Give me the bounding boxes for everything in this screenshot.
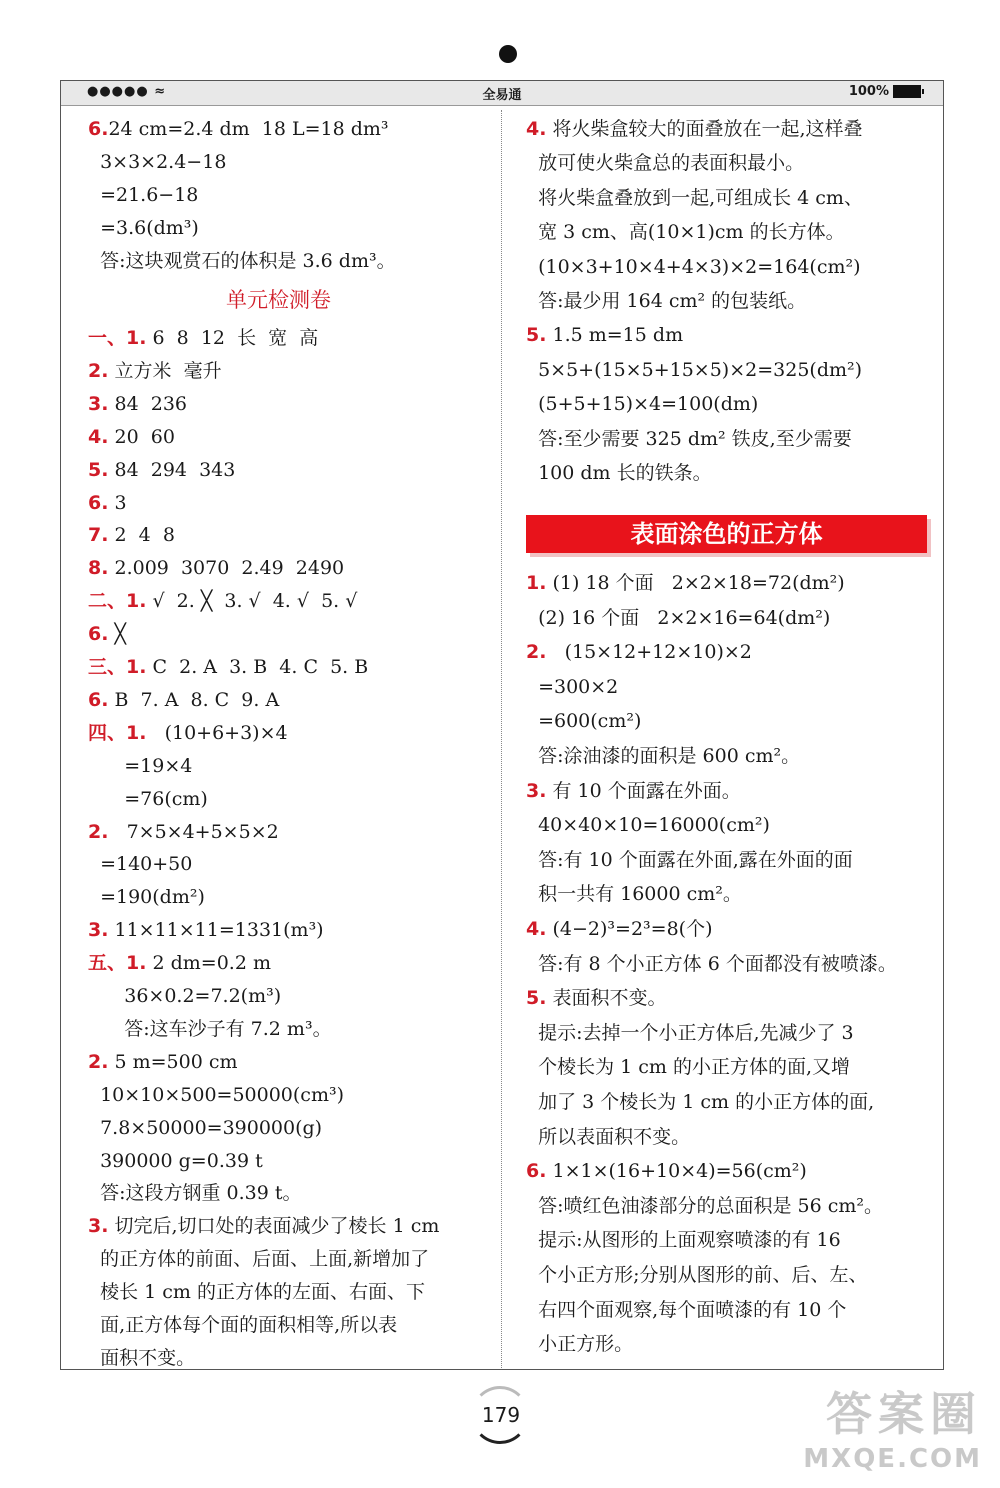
answer-line: [88, 1079, 344, 1111]
answer-line: [88, 1145, 263, 1177]
answer-line: [526, 809, 770, 841]
answer-text: 表面积不变。: [546, 987, 667, 1010]
question-number: 三、1.: [88, 656, 147, 678]
device-camera: [499, 45, 517, 63]
answer-line: [88, 552, 344, 584]
column-divider: [501, 110, 502, 1368]
answer-text: 7.8×50000=390000(g): [88, 1116, 323, 1139]
signal-wifi-icon: ●●●●● ≈: [87, 84, 167, 99]
answer-text: 答:至少需要 325 dm² 铁皮,至少需要: [526, 427, 852, 450]
answer-line: [88, 1013, 332, 1045]
question-number: 3.: [88, 392, 109, 415]
answer-line: [526, 251, 861, 283]
answer-text: 的正方体的前面、后面、上面,新增加了: [88, 1248, 430, 1271]
answer-line: [526, 913, 713, 945]
question-number: 五、1.: [88, 952, 147, 975]
answer-line: [526, 740, 800, 772]
question-number: 3.: [526, 779, 547, 802]
battery-status: [849, 84, 921, 99]
answer-text: 答:这段方钢重 0.39 t。: [88, 1182, 302, 1205]
answer-text: 放可使火柴盒总的表面积最小。: [526, 152, 805, 175]
question-number: 5.: [526, 324, 547, 347]
answer-text: 切完后,切口处的表面减少了棱长 1 cm: [108, 1215, 440, 1238]
answer-text: 加了 3 个棱长为 1 cm 的小正方体的面,: [526, 1091, 875, 1113]
page-number: 179: [481, 1403, 521, 1427]
question-number: 6.: [526, 1160, 547, 1183]
answer-text: =300×2: [526, 675, 619, 698]
answer-line: [88, 1046, 238, 1078]
answer-text: 5×5+(15×5+15×5)×2=325(dm²): [526, 358, 863, 381]
answer-line: [526, 147, 804, 179]
answer-line: [88, 1276, 425, 1308]
answer-text: 84 294 343: [108, 458, 236, 481]
answer-text: 3: [108, 491, 127, 514]
answer-text: (4−2)³=2³=8(个): [546, 918, 713, 940]
answer-text: 10×10×500=50000(cm³): [88, 1083, 344, 1106]
answer-line: [526, 602, 830, 634]
answer-text: 40×40×10=16000(cm²): [526, 814, 770, 837]
question-number: 一、1.: [88, 327, 147, 349]
answer-line: [526, 1294, 846, 1326]
answer-line: [526, 775, 741, 807]
answer-line: [526, 1051, 850, 1083]
answer-text: 3×3×2.4−18: [88, 151, 227, 173]
answer-text: 提示:去掉一个小正方体后,先减少了 3: [526, 1021, 854, 1044]
answer-text: 答:有 10 个面露在外面,露在外面的面: [526, 848, 853, 871]
answer-text: (15×12+12×10)×2: [546, 641, 752, 664]
battery-percent: 100%: [848, 84, 889, 99]
answer-text: 5 m=500 cm: [108, 1050, 238, 1073]
answer-text: (10×3+10×4+4×3)×2=164(cm²): [526, 255, 861, 278]
answer-line: [526, 1328, 633, 1360]
answer-line: [88, 816, 279, 848]
answer-line: [88, 421, 175, 453]
question-number: 4.: [526, 118, 547, 140]
answer-text: 100 dm 长的铁条。: [526, 462, 712, 484]
unit-test-title: 单元检测卷: [226, 288, 331, 312]
watermark-logo: 答案圈: [826, 1387, 982, 1441]
answer-text: 积一共有 16000 cm²。: [526, 883, 742, 906]
answer-line: [88, 1210, 439, 1242]
answer-text: 宽 3 cm、高(10×1)cm 的长方体。: [526, 221, 845, 244]
question-number: 2.: [526, 641, 547, 664]
answer-line: [88, 848, 192, 880]
watermark: [803, 1378, 982, 1474]
answer-line: [88, 519, 175, 551]
answer-text: C 2. A 3. B 4. C 5. B: [146, 656, 369, 678]
answer-text: 答:有 8 个小正方体 6 个面都没有被喷漆。: [526, 952, 897, 975]
answer-text: 2 4 8: [108, 524, 175, 547]
answer-text: 6 8 12 长 宽 高: [146, 327, 319, 349]
answer-text: =76(cm): [88, 787, 208, 810]
answer-line: [88, 1342, 195, 1374]
watermark-url: MXQE.COM: [803, 1444, 982, 1474]
question-number: 二、1.: [88, 590, 147, 613]
answer-line: [526, 182, 863, 214]
question-number: 7.: [88, 524, 109, 547]
answer-line: [88, 651, 368, 683]
answer-text: (1) 18 个面 2×2×18=72(dm²): [546, 572, 845, 594]
question-number: 1.: [526, 572, 547, 594]
status-title: 全易通: [482, 88, 522, 103]
answer-text: 面,正方体每个面的面积相等,所以表: [88, 1314, 398, 1336]
answer-line: [88, 355, 222, 387]
answer-line: [526, 567, 845, 599]
question-number: 6.: [88, 491, 109, 514]
answer-text: 20 60: [108, 425, 175, 448]
answer-text: =140+50: [88, 853, 193, 876]
answer-line: [88, 212, 199, 244]
answer-line: [526, 388, 758, 420]
answer-line: [88, 1309, 397, 1341]
battery-icon: [893, 85, 921, 98]
answer-text: 答:涂油漆的面积是 600 cm²。: [526, 745, 801, 767]
answer-text: =3.6(dm³): [88, 217, 199, 239]
answer-text: 棱长 1 cm 的正方体的左面、右面、下: [88, 1281, 425, 1304]
answer-text: 立方米 毫升: [108, 359, 222, 382]
answer-text: 7×5×4+5×5×2: [108, 820, 279, 843]
answer-line: [526, 1259, 867, 1291]
answer-text: 1.5 m=15 dm: [546, 324, 684, 347]
answer-line: [88, 717, 288, 749]
question-number: 2.: [88, 820, 109, 843]
question-number: 2.: [88, 359, 109, 382]
answer-line: [88, 388, 187, 420]
answer-text: =19×4: [88, 754, 193, 777]
question-number: 6.: [88, 623, 109, 646]
answer-text: ╳: [108, 623, 126, 646]
answer-line: [88, 1243, 429, 1275]
answer-text: 将火柴盒较大的面叠放在一起,这样叠: [546, 118, 863, 140]
answer-line: [526, 948, 897, 980]
answer-text: 所以表面积不变。: [526, 1125, 691, 1148]
answer-line: [88, 487, 127, 519]
answer-line: [526, 1224, 841, 1256]
answer-text: 11×11×11=1331(m³): [108, 919, 324, 942]
answer-text: 小正方形。: [526, 1333, 634, 1356]
answer-line: [526, 1155, 807, 1187]
question-number: 8.: [88, 557, 109, 580]
answer-line: [526, 285, 806, 317]
answer-text: 答:最少用 164 cm² 的包装纸。: [526, 290, 807, 312]
answer-line: [526, 1017, 854, 1049]
question-number: 5.: [526, 987, 547, 1010]
answer-line: [526, 844, 853, 876]
answer-line: [526, 705, 641, 737]
answer-text: 1×1×(16+10×4)=56(cm²): [546, 1160, 807, 1183]
answer-line: [88, 881, 205, 913]
status-bar: [61, 81, 943, 106]
answer-text: (10+6+3)×4: [146, 721, 288, 744]
answer-line: [88, 1112, 322, 1144]
answer-text: 答:喷红色油漆部分的总面积是 56 cm²。: [526, 1194, 884, 1217]
answer-text: 2.009 3070 2.49 2490: [108, 557, 345, 580]
answer-line: [88, 322, 318, 354]
answer-line: [88, 783, 208, 815]
answer-line: [88, 1177, 302, 1209]
answer-text: 提示:从图形的上面观察喷漆的有 16: [526, 1229, 841, 1252]
question-number: 2.: [88, 1050, 109, 1073]
answer-line: [526, 319, 683, 351]
answer-line: [526, 878, 742, 910]
answer-text: 36×0.2=7.2(m³): [88, 985, 282, 1007]
question-number: 4.: [88, 425, 109, 448]
answer-text: 面积不变。: [88, 1346, 196, 1369]
question-number: 四、1.: [88, 721, 147, 744]
answer-line: [526, 636, 752, 668]
answer-line: [526, 1086, 874, 1118]
answer-line: [526, 1190, 883, 1222]
answer-line: [88, 146, 226, 178]
answer-text: =190(dm²): [88, 886, 205, 909]
answer-line: [88, 245, 396, 277]
answer-line: [526, 354, 862, 386]
answer-text: 2 dm=0.2 m: [146, 952, 271, 975]
answer-line: [88, 454, 235, 486]
answer-line: [88, 914, 324, 946]
question-number: 3.: [88, 1215, 109, 1238]
question-number: 3.: [88, 919, 109, 942]
answer-line: [88, 980, 281, 1012]
answer-text: (5+5+15)×4=100(dm): [526, 393, 759, 416]
question-number: 6.: [88, 688, 109, 711]
answer-line: [88, 585, 357, 617]
answer-line: [526, 113, 863, 145]
answer-line: [526, 216, 845, 248]
answer-text: 右四个面观察,每个面喷漆的有 10 个: [526, 1298, 847, 1321]
answer-line: [88, 113, 389, 145]
answer-line: [526, 457, 712, 489]
answer-text: 390000 g=0.39 t: [88, 1149, 263, 1172]
answer-text: 将火柴盒叠放到一起,可组成长 4 cm、: [526, 186, 863, 209]
answer-text: 答:这块观赏石的体积是 3.6 dm³。: [88, 250, 396, 272]
answer-text: B 7. A 8. C 9. A: [108, 688, 280, 711]
section-banner: 表面涂色的正方体: [526, 515, 927, 553]
answer-text: 答:这车沙子有 7.2 m³。: [88, 1017, 332, 1040]
answer-line: [526, 982, 667, 1014]
answer-line: [88, 684, 279, 716]
answer-text: =21.6−18: [88, 184, 199, 206]
question-number: 4.: [526, 918, 547, 940]
answer-text: 有 10 个面露在外面。: [546, 779, 741, 802]
answer-text: 24 cm=2.4 dm 18 L=18 dm³: [108, 118, 389, 140]
answer-line: [88, 947, 271, 979]
answer-line: [88, 179, 198, 211]
answer-text: 个棱长为 1 cm 的小正方体的面,又增: [526, 1056, 850, 1079]
question-number: 5.: [88, 458, 109, 481]
answer-text: 84 236: [108, 392, 188, 415]
answer-text: √ 2. ╳ 3. √ 4. √ 5. √: [146, 590, 358, 613]
answer-line: [526, 423, 852, 455]
answer-line: [88, 750, 192, 782]
answer-line: [88, 618, 126, 650]
question-number: 6.: [88, 118, 109, 140]
answer-text: =600(cm²): [526, 710, 642, 733]
answer-text: (2) 16 个面 2×2×16=64(dm²): [526, 606, 831, 629]
answer-line: [526, 671, 618, 703]
answer-text: 个小正方形;分别从图形的前、后、左、: [526, 1264, 868, 1286]
answer-line: [526, 1121, 690, 1153]
